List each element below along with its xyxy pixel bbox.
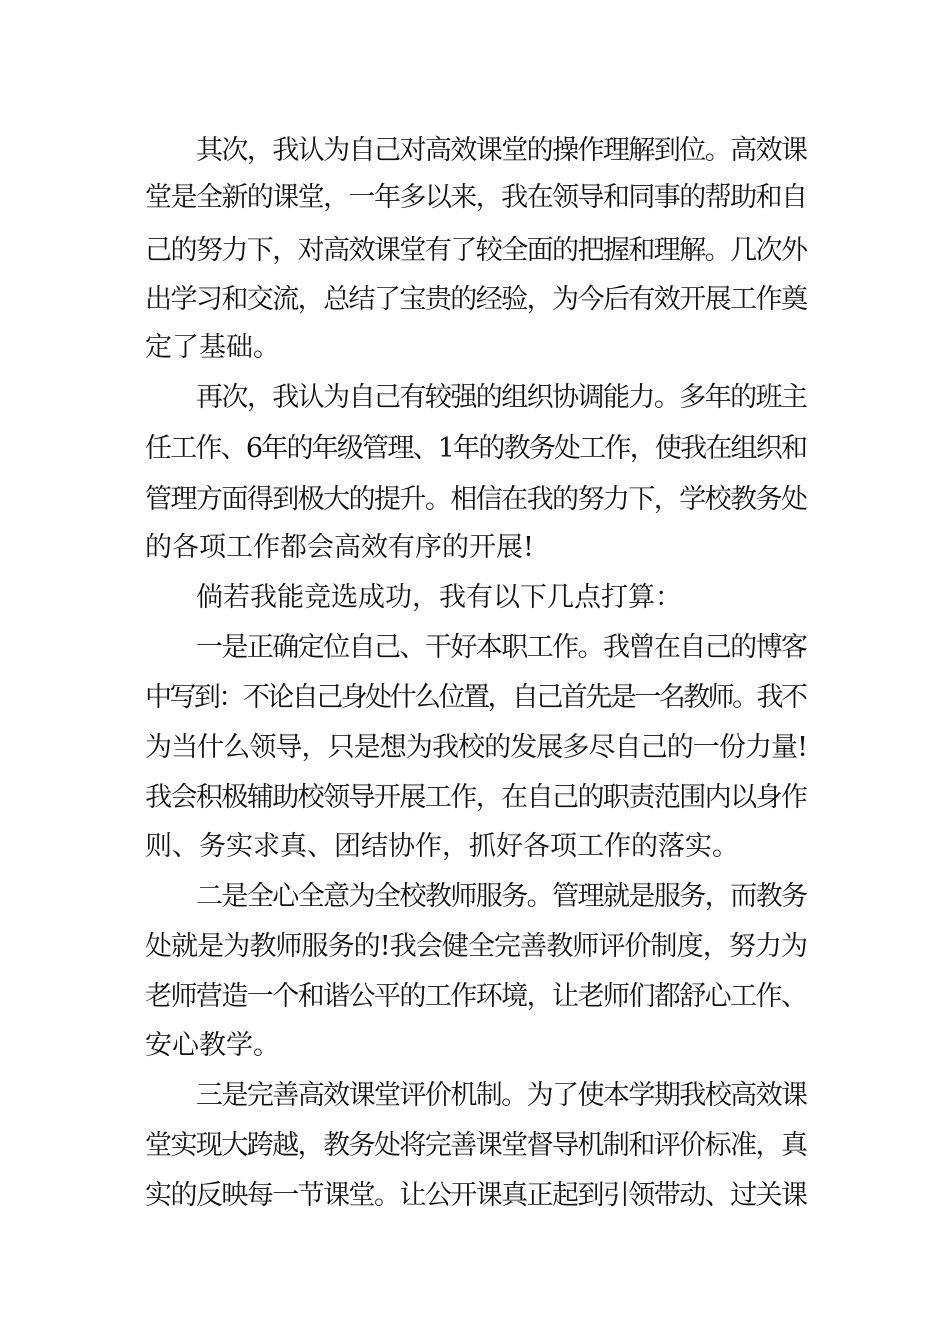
text: 己的努力下，对高效课堂有了较全面的把握和理解。几次外	[145, 235, 807, 266]
paragraph-4-line-4	[0, 774, 950, 822]
text: 再次，我认为自己有较强的组织协调能力。多年的班主	[196, 382, 807, 413]
paragraph-6-line-1	[0, 1072, 950, 1120]
text: 一是正确定位自己、干好本职工作。我曾在自己的博客	[196, 632, 807, 663]
text: 安心教学。	[145, 1030, 280, 1061]
paragraph-2-line-2	[0, 425, 950, 473]
paragraph-2-line-3	[0, 476, 950, 524]
text: 堂是全新的课堂，一年多以来，我在领导和同事的帮助和自	[145, 182, 807, 213]
text: 中写到：不论自己身处什么位置，自己首先是一名教师。我不	[145, 682, 806, 713]
paragraph-5-line-4	[0, 1022, 950, 1070]
paragraph-3-line-1	[0, 574, 950, 622]
paragraph-5-line-3	[0, 973, 950, 1021]
text: 我会积极辅助校领导开展工作，在自己的职责范围内以身作	[145, 782, 807, 813]
paragraph-6-line-2	[0, 1122, 950, 1170]
paragraph-1-line-2	[0, 174, 950, 222]
paragraph-2-line-1	[0, 374, 950, 422]
text: 老师营造一个和谐公平的工作环境，让老师们都舒心工作、	[145, 981, 807, 1012]
text: 堂实现大跨越，教务处将完善课堂督导机制和评价标准，真	[145, 1130, 807, 1161]
text: 的各项工作都会高效有序的开展!	[145, 532, 534, 563]
paragraph-5-line-2	[0, 923, 950, 971]
paragraph-1-line-1	[0, 127, 950, 175]
text: 三是完善高效课堂评价机制。为了使本学期我校高效课	[196, 1080, 807, 1111]
text: 其次，我认为自己对高效课堂的操作理解到位。高效课	[196, 135, 807, 166]
text: 实的反映每一节课堂。让公开课真正起到引领带动、过关课	[145, 1180, 807, 1211]
paragraph-4-line-3	[0, 724, 950, 772]
text: 处就是为教师服务的!我会健全完善教师评价制度，努力为	[145, 931, 808, 962]
text: 则、务实求真、团结协作，抓好各项工作的落实。	[145, 831, 739, 862]
paragraph-4-line-1	[0, 624, 950, 672]
text: 倘若我能竞选成功，我有以下几点打算：	[196, 582, 682, 613]
text: 出学习和交流，总结了宝贵的经验，为今后有效开展工作奠	[145, 284, 807, 315]
paragraph-5-line-1	[0, 873, 950, 921]
text: 管理方面得到极大的提升。相信在我的努力下，学校教务处	[145, 484, 807, 515]
paragraph-1-line-3	[0, 227, 950, 275]
text: 任工作、6年的年级管理、1年的教务处工作，使我在组织和	[145, 433, 807, 464]
paragraph-1-line-5	[0, 324, 950, 372]
paragraph-1-line-4	[0, 276, 950, 324]
text: 二是全心全意为全校教师服务。管理就是服务，而教务	[196, 881, 807, 912]
text: 为当什么领导，只是想为我校的发展多尽自己的一份力量!	[145, 732, 808, 763]
paragraph-4-line-2	[0, 674, 950, 722]
paragraph-2-line-4	[0, 524, 950, 572]
text: 定了基础。	[145, 332, 280, 363]
paragraph-6-line-3	[0, 1172, 950, 1220]
paragraph-4-line-5	[0, 823, 950, 871]
